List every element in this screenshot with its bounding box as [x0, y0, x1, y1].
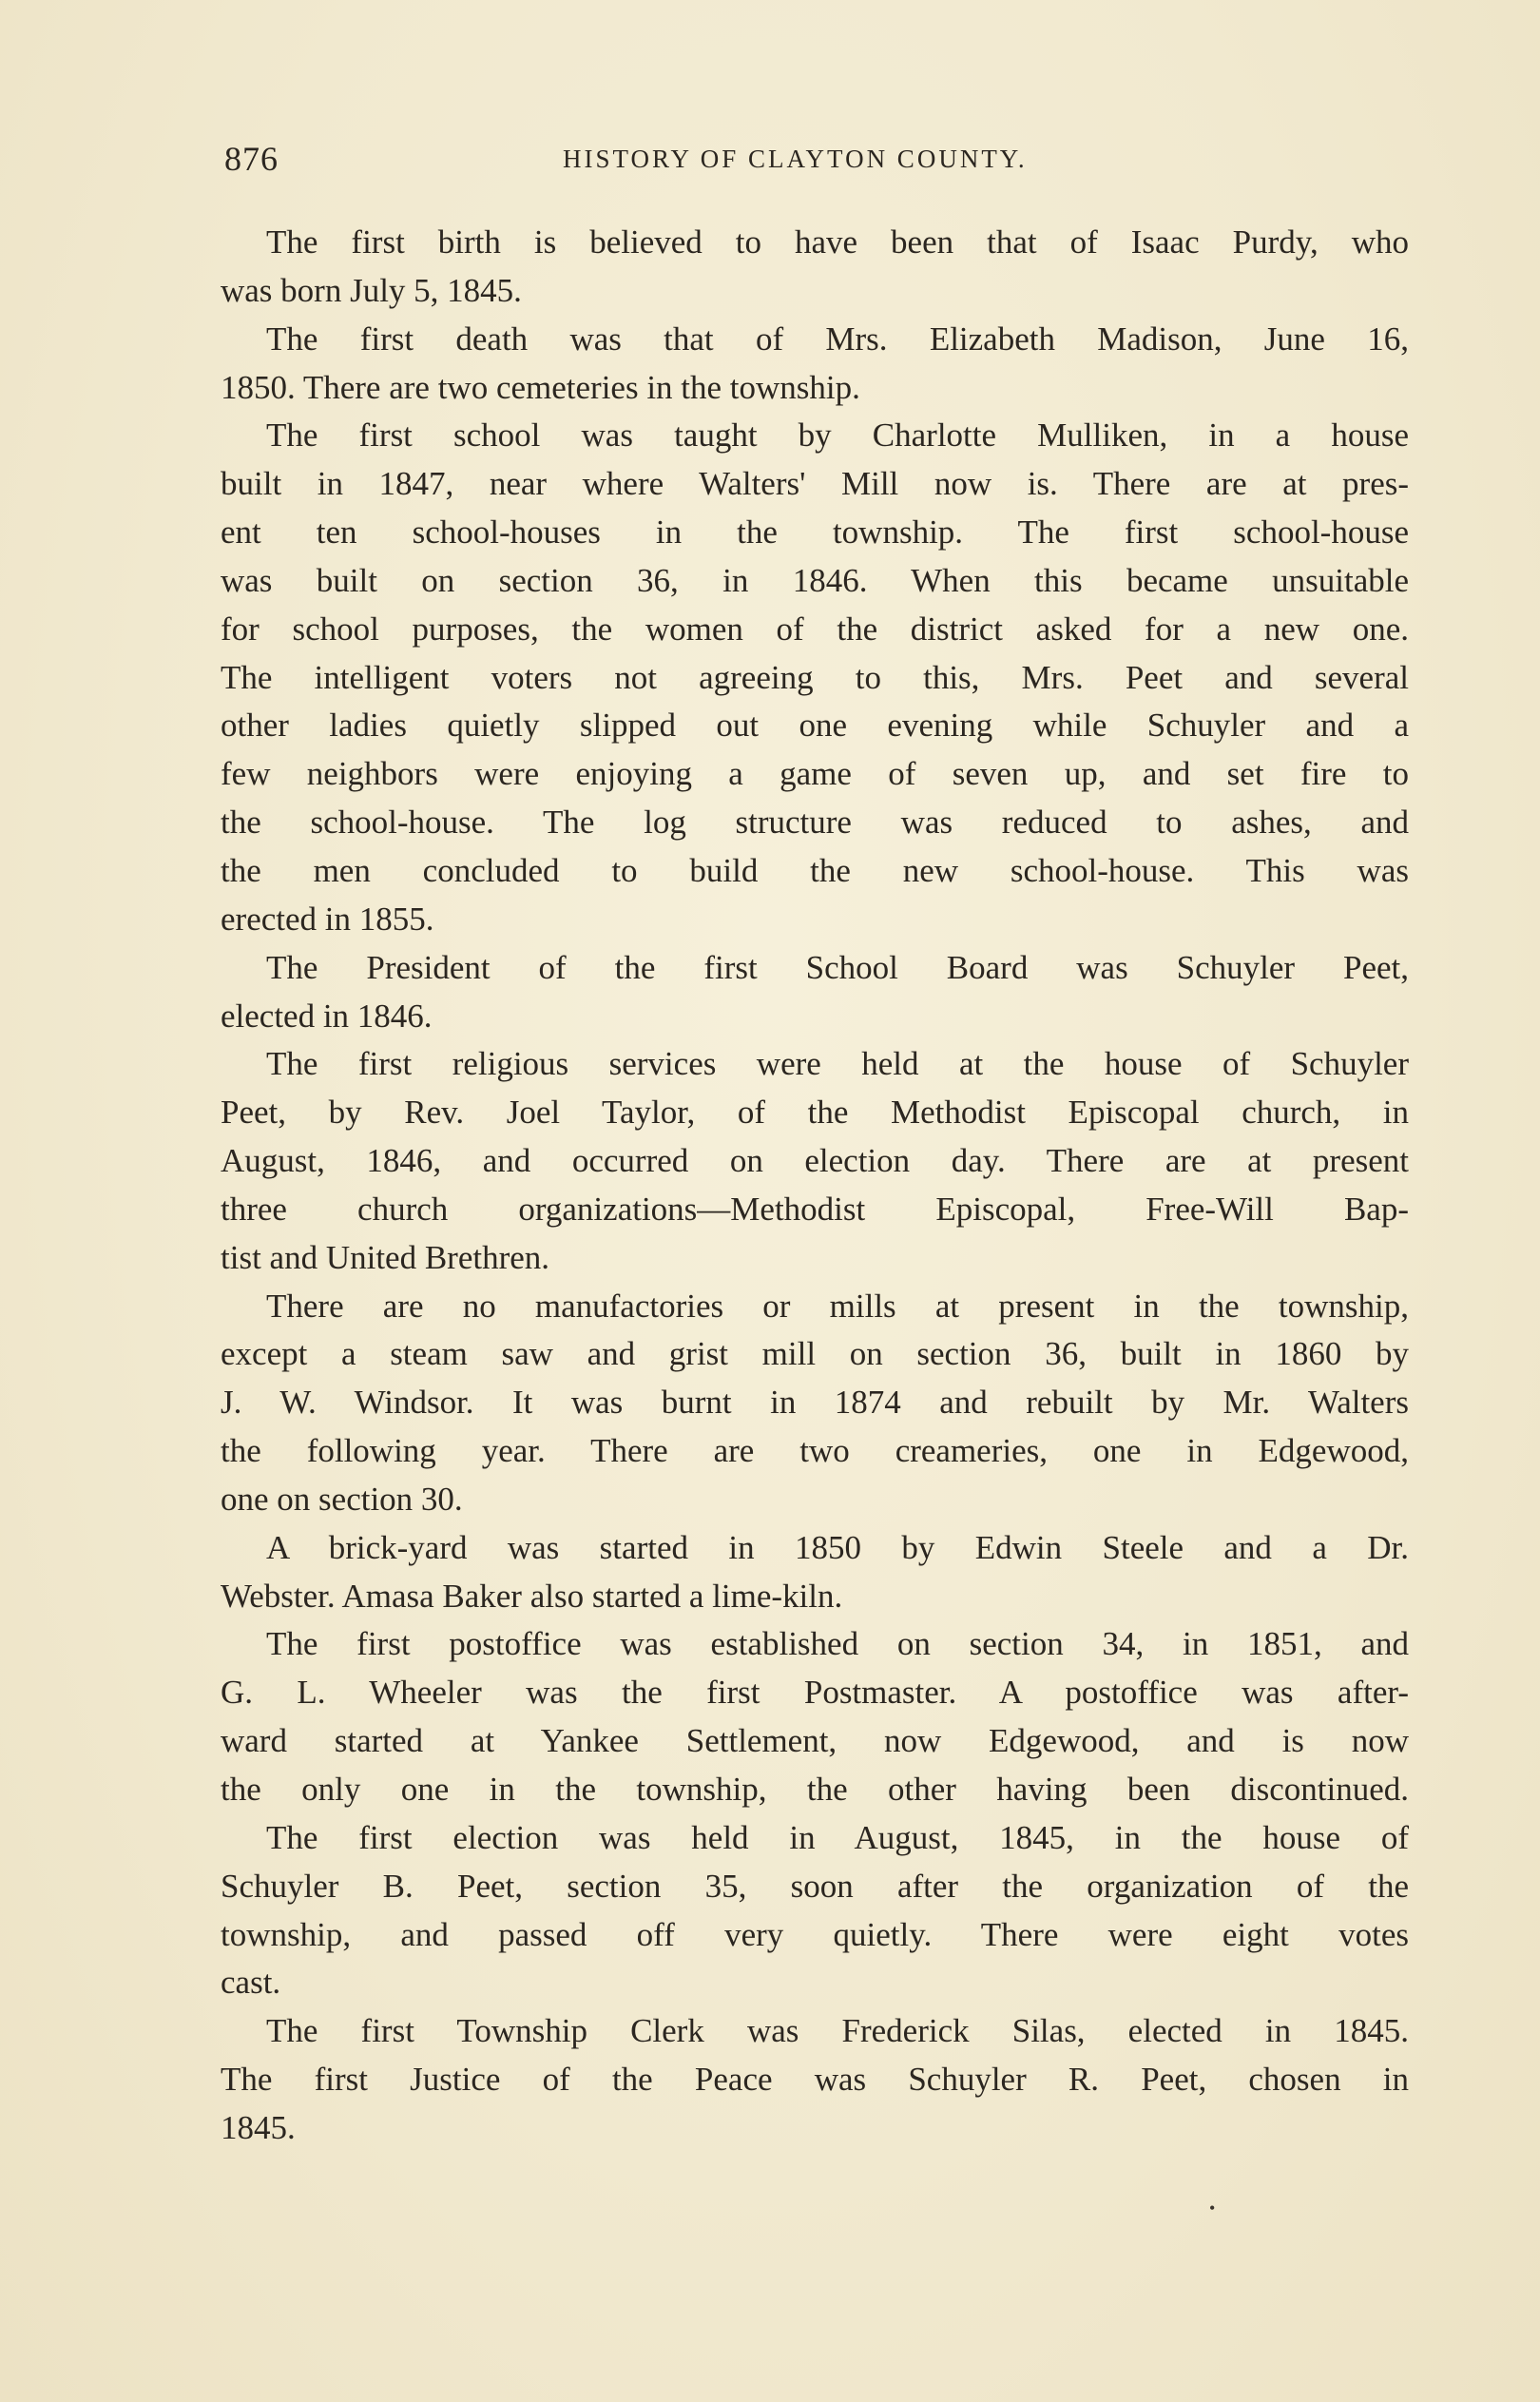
text-line: J. W. Windsor. It was burnt in 1874 and rebuilt by Mr. Walters	[221, 1384, 1409, 1422]
text-line: three church organizations—Methodist Episcopal, Free-Will Bap-	[221, 1190, 1409, 1228]
text-line: ent ten school-houses in the township. The first school-house	[221, 513, 1409, 552]
text-line: 1850. There are two cemeteries in the township.	[221, 368, 860, 406]
text-line: cast.	[221, 1964, 281, 2002]
page-number: 876	[224, 140, 279, 178]
text-line: The first birth is believed to have been that of Isaac Purdy, who	[266, 223, 1409, 261]
printer-mark: •	[1209, 2199, 1216, 2218]
text-line: Peet, by Rev. Joel Taylor, of the Methodist Episcopal church, in	[221, 1094, 1409, 1132]
text-line: few neighbors were enjoying a game of seven up, and set fire to	[221, 755, 1409, 793]
text-line: township, and passed off very quietly. There were eight votes	[221, 1915, 1409, 1953]
text-line: the only one in the township, the other having been discontinued.	[221, 1771, 1409, 1808]
text-line: Schuyler B. Peet, section 35, soon after the organization of the	[221, 1867, 1409, 1905]
text-line: 1845.	[221, 2108, 296, 2146]
text-line: for school purposes, the women of the district asked for a new one.	[221, 610, 1409, 648]
text-line: The first Township Clerk was Frederick Silas, elected in 1845.	[266, 2012, 1409, 2050]
text-line: There are no manufactories or mills at present in the township,	[266, 1287, 1409, 1325]
body-text	[221, 219, 1409, 2153]
text-line: was built on section 36, in 1846. When this became unsuitable	[221, 561, 1409, 599]
text-line: except a steam saw and grist mill on section 36, built in 1860 by	[221, 1335, 1409, 1373]
text-line: A brick-yard was started in 1850 by Edwin Steele and a Dr.	[266, 1528, 1409, 1566]
text-line: elected in 1846.	[221, 997, 433, 1035]
text-line: the men concluded to build the new school-house. This was	[221, 851, 1409, 889]
text-line: The President of the first School Board was Schuyler Peet,	[266, 948, 1409, 986]
text-line: the school-house. The log structure was reduced to ashes, and	[221, 804, 1409, 842]
text-line: was born July 5, 1845.	[221, 271, 522, 309]
text-line: G. L. Wheeler was the first Postmaster. A postoffice was after-	[221, 1674, 1409, 1712]
text-line: August, 1846, and occurred on election day. There are at present	[221, 1142, 1409, 1180]
text-line: The intelligent voters not agreeing to this, Mrs. Peet and several	[221, 658, 1409, 696]
text-line: one on section 30.	[221, 1480, 463, 1518]
text-line: erected in 1855.	[221, 900, 434, 938]
text-line: The first school was taught by Charlotte Mulliken, in a house	[266, 416, 1409, 455]
text-line: tist and United Brethren.	[221, 1238, 550, 1276]
running-head: HISTORY OF CLAYTON COUNTY.	[563, 145, 1028, 173]
page-header	[224, 139, 1213, 184]
text-line: The first Justice of the Peace was Schuyler R. Peet, chosen in	[221, 2061, 1409, 2099]
text-line: The first election was held in August, 1845, in the house of	[266, 1818, 1409, 1856]
text-line: the following year. There are two creameries, one in Edgewood,	[221, 1432, 1409, 1470]
text-line: The first death was that of Mrs. Elizabeth Madison, June 16,	[266, 320, 1409, 358]
text-line: The first religious services were held at the house of Schuyler	[266, 1045, 1409, 1083]
text-line: other ladies quietly slipped out one evening while Schuyler and a	[221, 707, 1409, 745]
text-line: built in 1847, near where Walters' Mill now is. There are at pres-	[221, 465, 1409, 503]
text-line: ward started at Yankee Settlement, now Edgewood, and is now	[221, 1722, 1409, 1760]
text-line: Webster. Amasa Baker also started a lime-kiln.	[221, 1577, 843, 1615]
text-line: The first postoffice was established on section 34, in 1851, and	[266, 1625, 1409, 1663]
